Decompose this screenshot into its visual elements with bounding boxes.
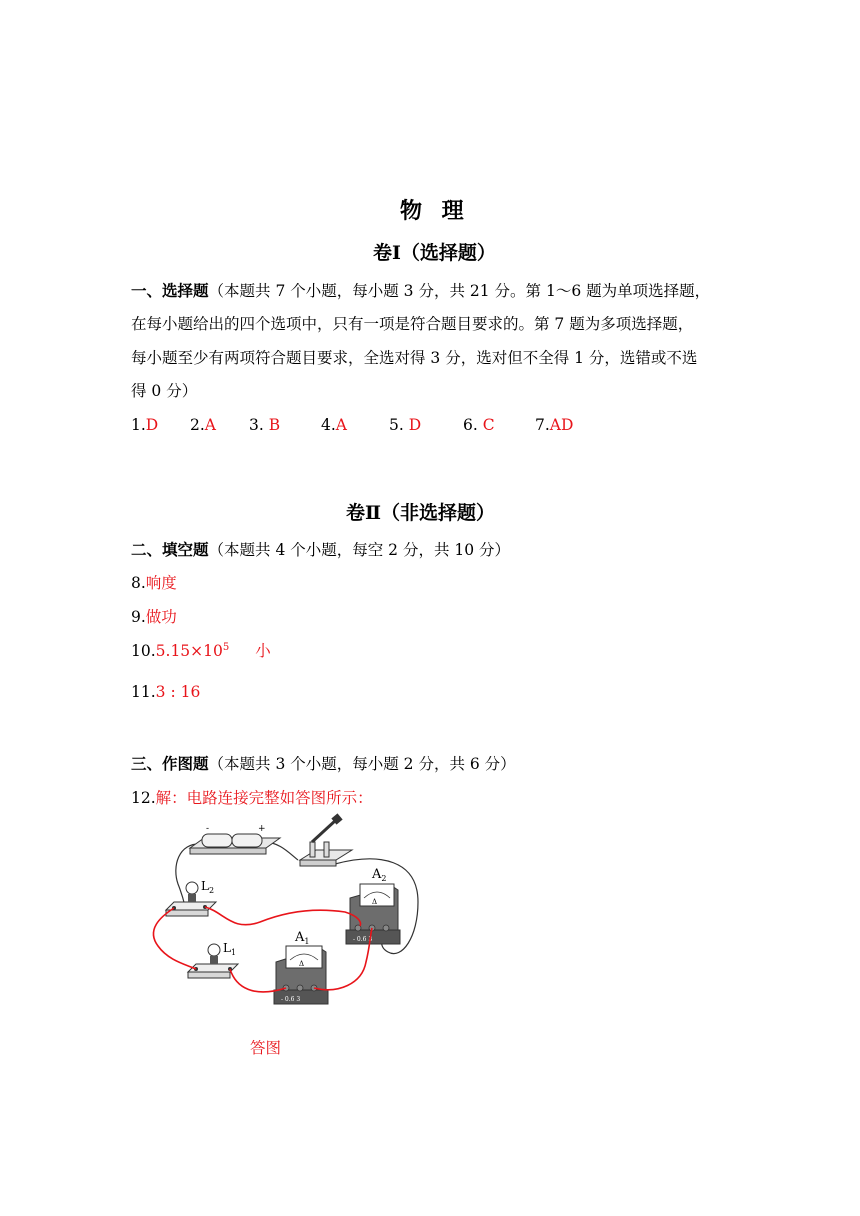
- answer-num: 7.: [535, 416, 550, 434]
- section2-line: [131, 540, 510, 560]
- battery-plus-label: +: [258, 824, 266, 834]
- answer-item-6: [463, 415, 495, 435]
- lamp-l2-label-letter: L: [201, 879, 209, 893]
- section1-desc-line1: （本题共 7 个小题，每小题 3 分，共 21 分。第 1～6 题为单项选择题，: [208, 282, 711, 300]
- q12-answer: 解：电路连接完整如答图所示：: [155, 789, 373, 807]
- answer-num: 3.: [249, 416, 269, 434]
- ammeter-a2-terminal-3: [383, 925, 389, 931]
- answer-num: 5.: [389, 416, 409, 434]
- wire-red-l2-a2: [205, 907, 360, 926]
- lamp-l2-label: [201, 879, 214, 895]
- section3-line: [131, 754, 516, 774]
- section2-desc: （本题共 4 个小题，每空 2 分，共 10 分）: [208, 541, 511, 559]
- q10-answer-2: 小: [255, 642, 271, 660]
- switch: [300, 813, 352, 866]
- volume-1-title: 卷Ⅰ（选择题）: [373, 242, 496, 264]
- section1-desc-line2: 在每小题给出的四个选项中，只有一项是符合题目要求的。第 7 题为多项选择题，: [131, 315, 694, 333]
- q10-base: 5.15×10: [155, 642, 223, 660]
- answer-value: A: [335, 416, 347, 434]
- answer-value: D: [145, 416, 159, 434]
- answer-value: D: [408, 416, 422, 434]
- section2-heading: 二、填空题: [131, 540, 209, 559]
- answer-q10: [131, 641, 271, 661]
- switch-post-1: [310, 842, 315, 857]
- answer-item-4: [321, 415, 347, 435]
- switch-post-2: [324, 842, 329, 857]
- choice-answers-row: [0, 415, 860, 437]
- answer-q9: [131, 607, 177, 627]
- section1-line1: [131, 281, 710, 301]
- lamp-l2-label-sub: 2: [208, 886, 215, 895]
- battery: [190, 824, 280, 854]
- answer-item-1: [131, 415, 158, 435]
- ammeter-a2-terminal-labels: - 0.6 3: [353, 936, 373, 943]
- q8-answer: 响度: [145, 574, 177, 592]
- answer-num: 4.: [321, 416, 336, 434]
- switch-base-front: [300, 860, 336, 866]
- answer-item-5: [389, 415, 421, 435]
- wire-red-l2-l1-left: [153, 908, 196, 969]
- section3-heading: 三、作图题: [131, 754, 209, 773]
- answer-item-7: [535, 415, 573, 435]
- answer-q11: [131, 682, 200, 702]
- q12-num: 12.: [131, 789, 156, 807]
- ammeter-a2: [346, 867, 400, 944]
- lamp-l1-label: [223, 941, 236, 957]
- ammeter-a1-label-sub: 1: [304, 937, 310, 946]
- lamp-l2-base-front: [166, 910, 208, 916]
- ammeter-a1-terminal-labels: - 0.6 3: [281, 996, 301, 1003]
- answer-num: 2.: [190, 416, 205, 434]
- answer-num: 6.: [463, 416, 483, 434]
- page-title: 物 理: [400, 198, 470, 224]
- answer-value: AD: [549, 416, 574, 434]
- q10-answer-1: [156, 642, 230, 660]
- battery-cell-1: [202, 834, 232, 847]
- q10-exponent: 5: [222, 642, 230, 653]
- switch-lever: [312, 820, 336, 842]
- answer-num: 1.: [131, 416, 146, 434]
- q8-num: 8.: [131, 574, 146, 592]
- ammeter-a1: [274, 930, 328, 1004]
- section3-desc: （本题共 3 个小题，每小题 2 分，共 6 分）: [208, 755, 516, 773]
- answer-item-3: [249, 415, 280, 435]
- lamp-l1-label-sub: 1: [230, 948, 237, 957]
- lamp-l1-bulb: [208, 944, 220, 956]
- lamp-l2-socket: [188, 894, 196, 902]
- ammeter-a2-label: [371, 867, 386, 883]
- lamp-l2-bulb: [186, 882, 198, 894]
- q9-num: 9.: [131, 608, 146, 626]
- battery-cell-2: [232, 834, 262, 847]
- circuit-diagram: [140, 812, 440, 1027]
- ammeter-a1-dial-mark: Δ: [299, 960, 305, 968]
- section1-heading: 一、选择题: [131, 281, 209, 300]
- lamp-l1-socket: [210, 956, 218, 964]
- ammeter-a2-label-sub: 2: [381, 874, 387, 883]
- answer-value: C: [482, 416, 495, 434]
- ammeter-a1-label: [294, 930, 309, 946]
- lamp-l1-base-front: [188, 972, 230, 978]
- ammeter-a1-terminal-2: [297, 985, 303, 991]
- lamp-l1-label-letter: L: [223, 941, 231, 955]
- section1-desc-line3: 每小题至少有两项符合题目要求，全选对得 3 分，选对但不全得 1 分，选错或不选: [131, 349, 698, 367]
- ammeter-a2-dial-mark: Δ: [372, 898, 378, 906]
- ammeter-a1-label-letter: A: [295, 930, 305, 945]
- answer-item-2: [190, 415, 216, 435]
- battery-base-front: [190, 848, 266, 854]
- answer-value: B: [268, 416, 281, 434]
- q11-num: 11.: [131, 683, 156, 701]
- q9-answer: 做功: [145, 608, 177, 626]
- section1-desc-line4: 得 0 分）: [131, 382, 198, 400]
- q10-num: 10.: [131, 642, 156, 660]
- q11-answer: 3 : 16: [155, 683, 201, 701]
- answer-q8: [131, 573, 177, 593]
- answer-q12: [131, 788, 373, 808]
- volume-2-title: 卷Ⅱ（非选择题）: [346, 502, 496, 524]
- lamp-l2: [166, 879, 216, 916]
- ammeter-a2-label-letter: A: [372, 867, 382, 882]
- battery-minus-label: -: [206, 824, 210, 834]
- figure-caption: 答图: [250, 1039, 282, 1057]
- answer-value: A: [204, 416, 216, 434]
